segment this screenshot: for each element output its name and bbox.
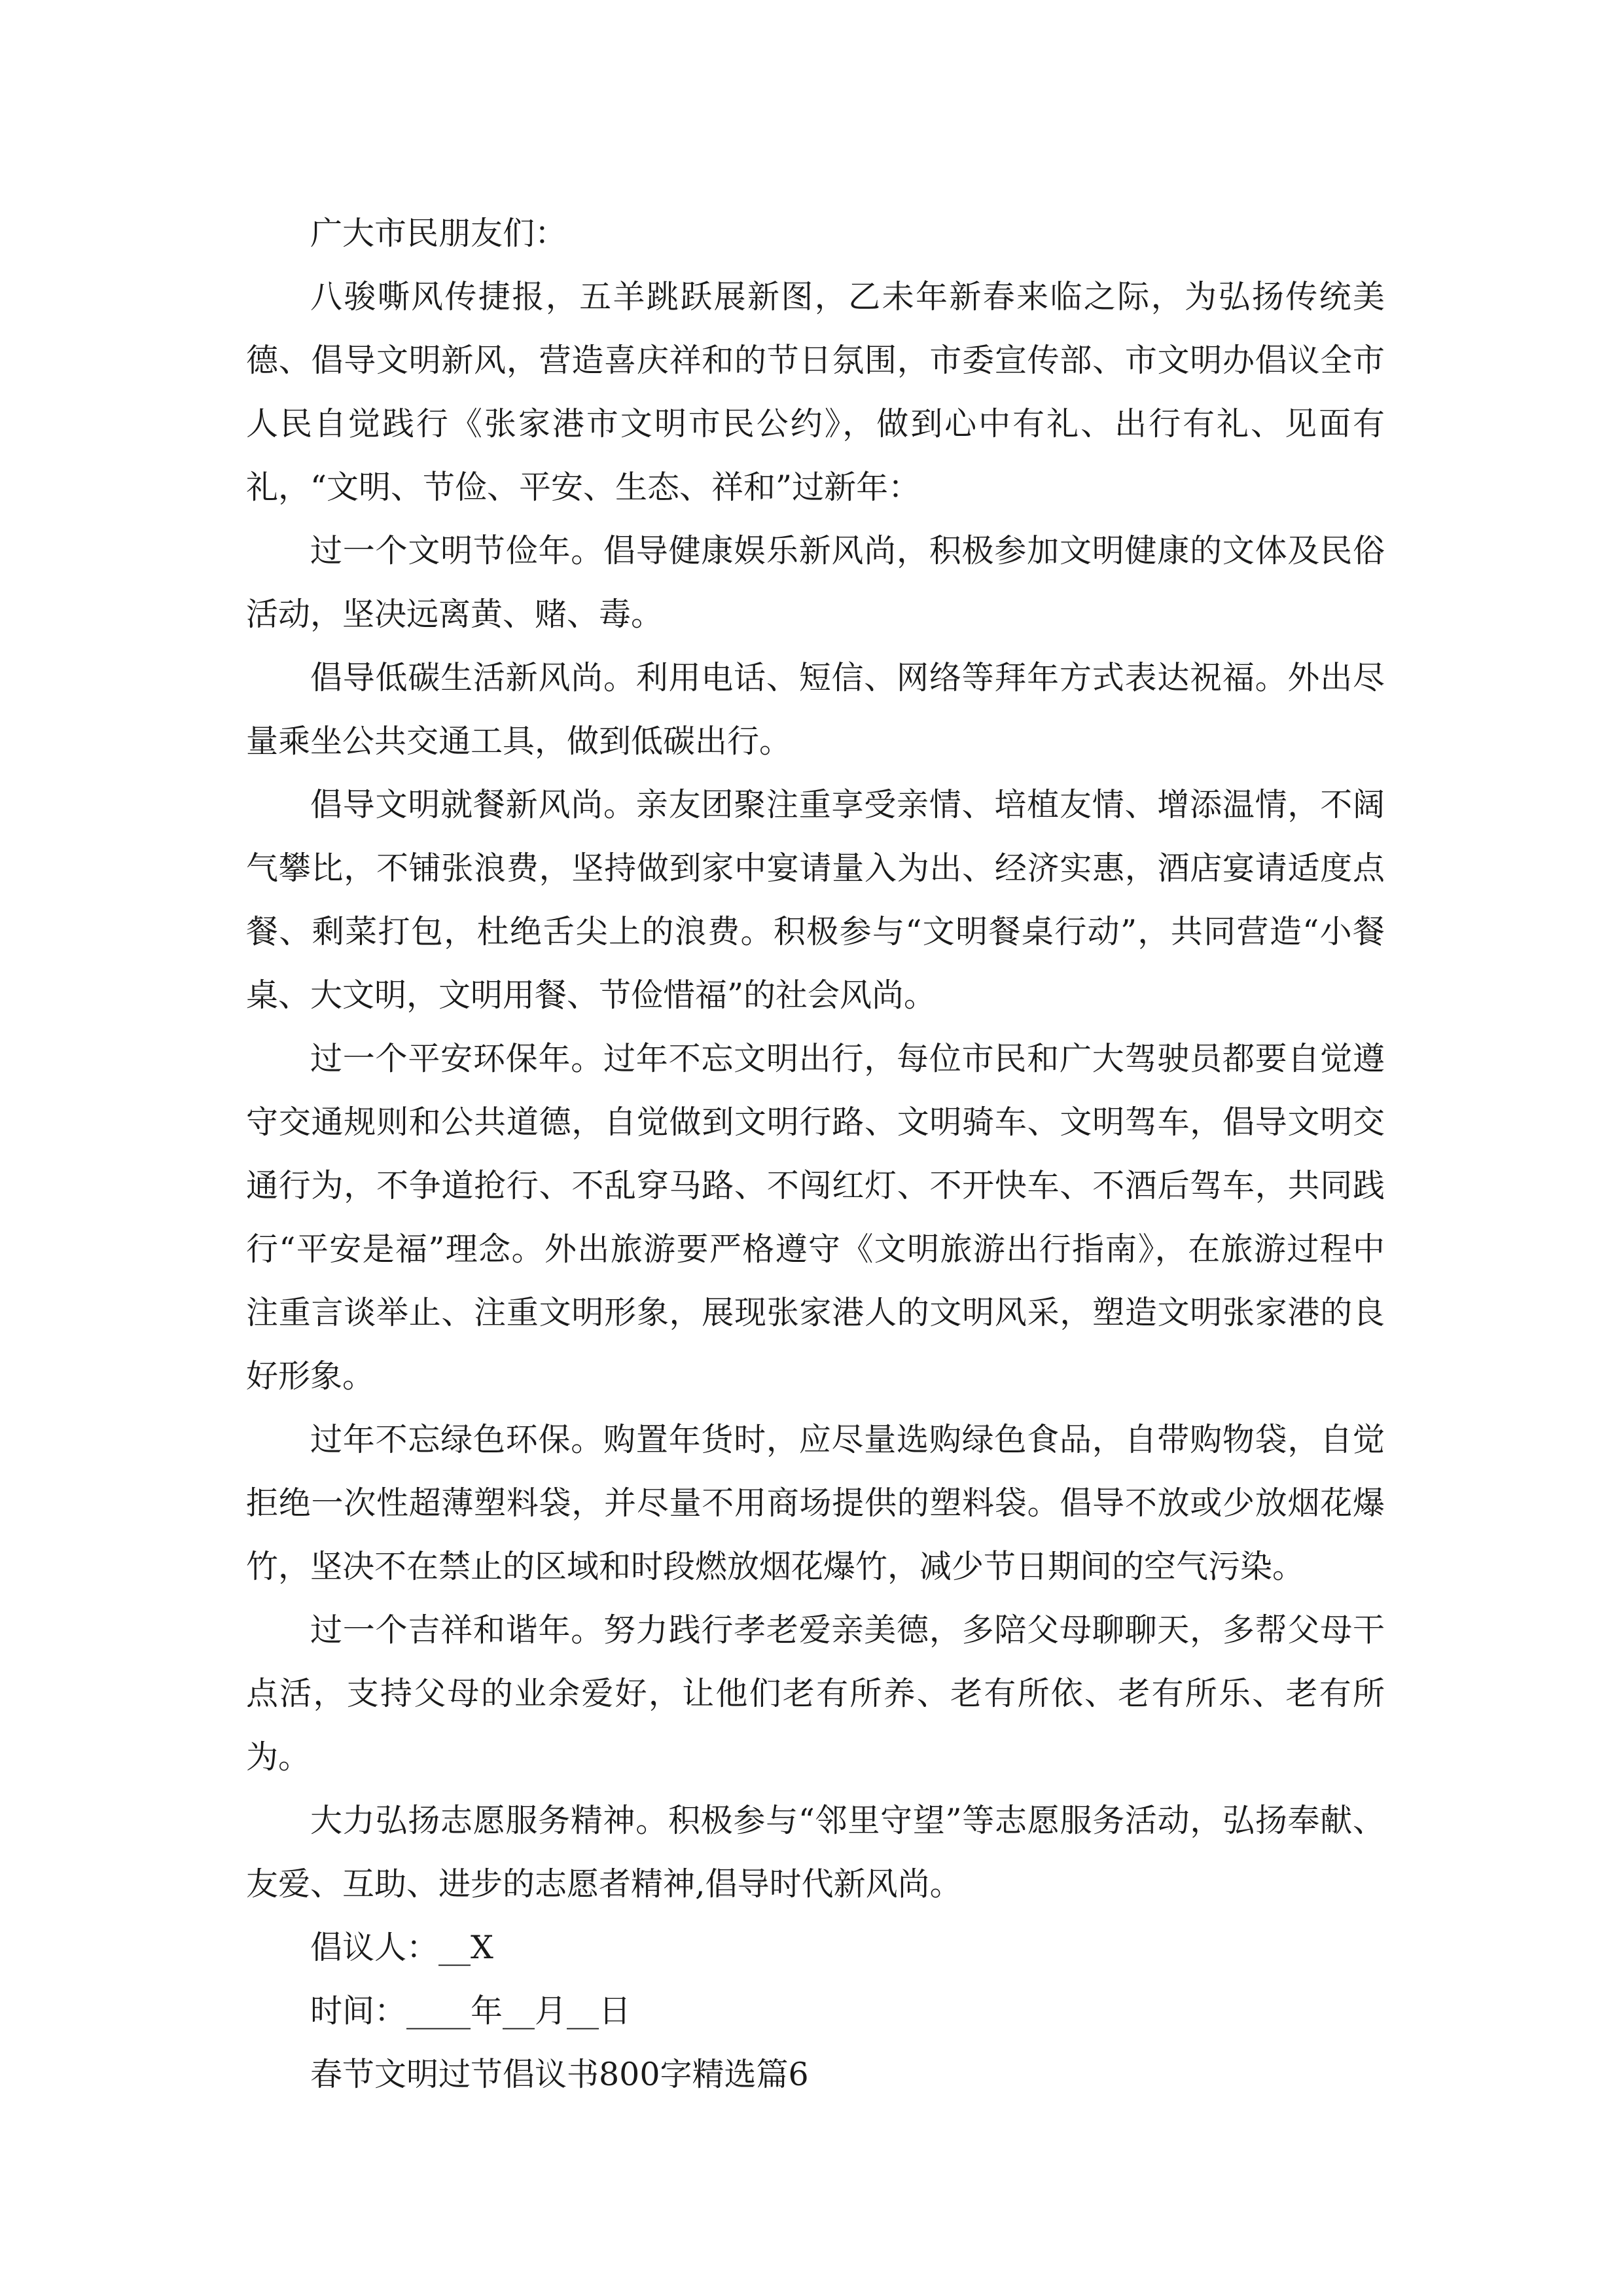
proposer-line: 倡议人：__X [310,1929,493,1966]
greeting: 广大市民朋友们： [310,215,567,252]
paragraph-intro: 八骏嘶风传捷报，五羊跳跃展新图，乙未年新春来临之际，为弘扬传统美德、倡导文明新风，营造喜庆祥和的节日氛围，市委宣传部、市文明办倡议全市人民自觉践行《张家港市文明市民公约》，做到心中有礼、出行有礼、见面有礼，“文明、节俭、平安、生态、祥和”过新年： [246,278,1385,506]
paragraph-harmony-year: 过一个吉祥和谐年。努力践行孝老爱亲美德，多陪父母聊聊天，多帮父母干点活，支持父母的业余爱好，让他们老有所养、老有所依、老有所乐、老有所为。 [246,1611,1385,1776]
document-body [246,202,1385,2106]
paragraph-safety-year: 过一个平安环保年。过年不忘文明出行，每位市民和广大驾驶员都要自觉遵守交通规则和公共道德，自觉做到文明行路、文明骑车、文明驾车，倡导文明交通行为，不争道抢行、不乱穿马路、不闯红灯、不开快车、不酒后驾车，共同践行“平安是福”理念。外出旅游要严格遵守《文明旅游出行指南》，在旅游过程中注重言谈举止、注重文明形象，展现张家港人的文明风采，塑造文明张家港的良好形象。 [246,1040,1385,1395]
paragraph-frugal-year: 过一个文明节俭年。倡导健康娱乐新风尚，积极参加文明健康的文体及民俗活动，坚决远离黄、赌、毒。 [246,532,1385,633]
paragraph-green: 过年不忘绿色环保。购置年货时，应尽量选购绿色食品，自带购物袋，自觉拒绝一次性超薄塑料袋，并尽量不用商场提供的塑料袋。倡导不放或少放烟花爆竹，坚决不在禁止的区域和时段燃放烟花爆竹，减少节日期间的空气污染。 [246,1421,1385,1585]
paragraph-dining: 倡导文明就餐新风尚。亲友团聚注重享受亲情、培植友情、增添温情，不阔气攀比，不铺张浪费，坚持做到家中宴请量入为出、经济实惠，酒店宴请适度点餐、剩菜打包，杜绝舌尖上的浪费。积极参与“文明餐桌行动”，共同营造“小餐桌、大文明，文明用餐、节俭惜福”的社会风尚。 [246,786,1385,1014]
next-section-title: 春节文明过节倡议书800字精选篇6 [310,2056,809,2093]
date-line: 时间：____年__月__日 [310,1992,632,2030]
paragraph-volunteer: 大力弘扬志愿服务精神。积极参与“邻里守望”等志愿服务活动，弘扬奉献、友爱、互助、进步的志愿者精神,倡导时代新风尚。 [246,1802,1385,1903]
paragraph-low-carbon: 倡导低碳生活新风尚。利用电话、短信、网络等拜年方式表达祝福。外出尽量乘坐公共交通工具，做到低碳出行。 [246,659,1385,760]
